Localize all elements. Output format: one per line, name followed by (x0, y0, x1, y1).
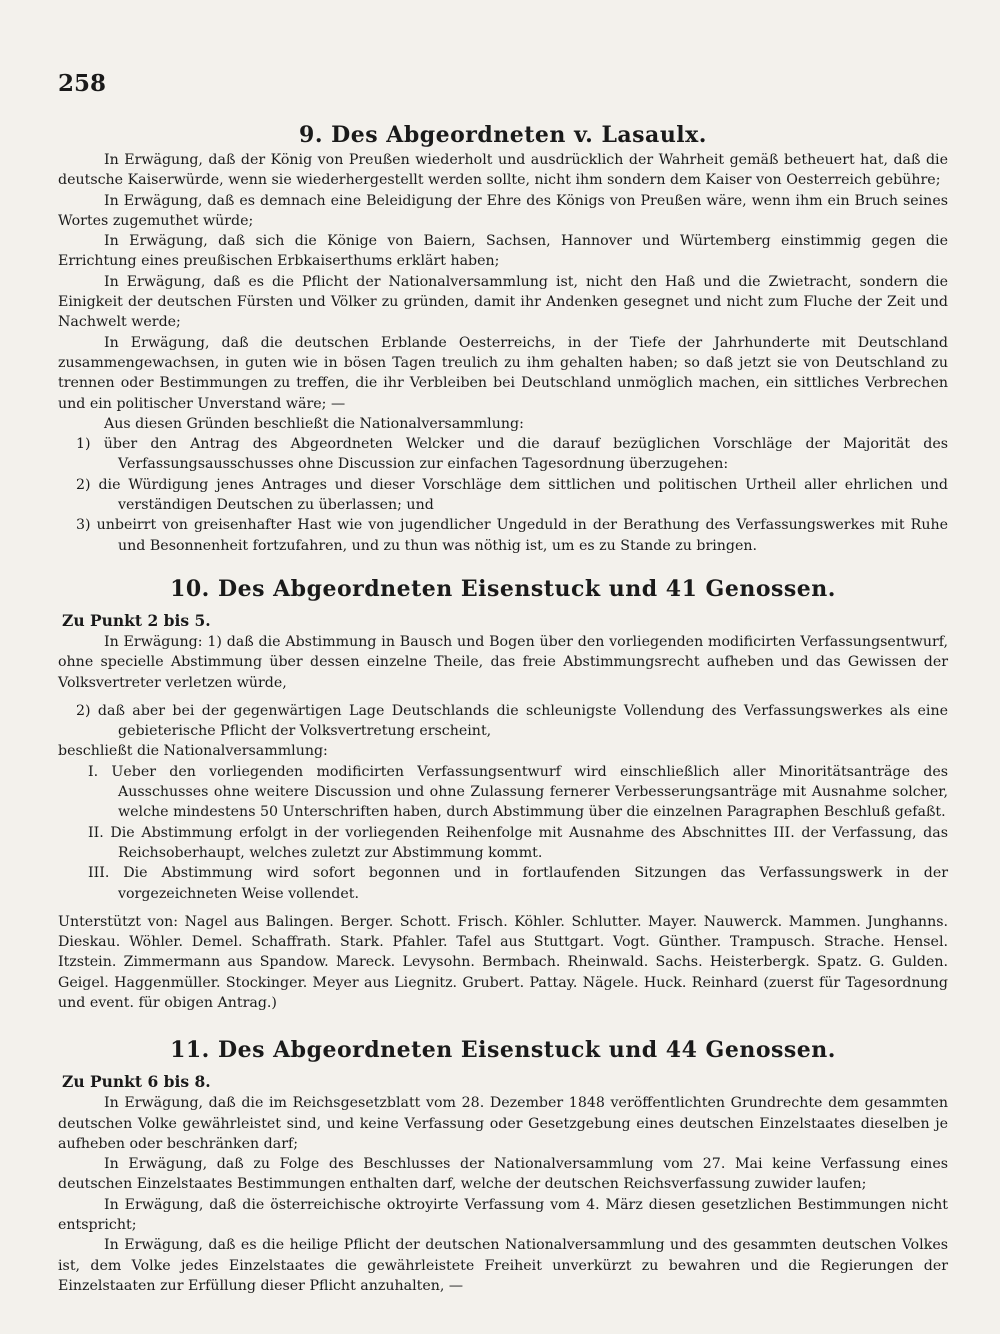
paragraph: beschließt die Nationalversammlung: (58, 743, 328, 760)
paragraph: In Erwägung, daß es die heilige Pflicht der deutschen Nationalversammlung und des gesammten deutschen Volkes ist, dem Volke jedes Einzelstaates die gewährleistete Freiheit unverkürzt zu bewahren und die Regierungen der Einzelstaaten zur Erfüllung dieser Pflicht anzuhalten, — (58, 1237, 948, 1294)
section-11-heading: 11. Des Abgeordneten Eisenstuck und 44 Genossen. (170, 1037, 836, 1064)
paragraph: In Erwägung, daß die deutschen Erblande Oesterreichs, in der Tiefe der Jahrhunderte mit Deutschland zusammengewachsen, in guten wie in bösen Tagen treulich zu ihm gehalten haben; so daß jetzt sie von Deutschland zu trennen oder Bestimmungen zu treffen, die ihr Verbleiben bei Deutschland unmöglich machen, ein sittliches Verbrechen und ein politischer Unverstand wäre; — (58, 334, 948, 412)
section-11-subheading: Zu Punkt 6 bis 8. (62, 1072, 211, 1092)
paragraph: In Erwägung, daß es demnach eine Beleidigung der Ehre des Königs von Preußen wäre, wenn ihm ein Bruch seines Wortes zugemuthet würde; (58, 192, 948, 229)
section-10-subheading: Zu Punkt 2 bis 5. (62, 610, 211, 630)
section-9-heading: 9. Des Abgeordneten v. Lasaulx. (299, 122, 707, 148)
list-item: III. Die Abstimmung wird sofort begonnen und in fortlaufenden Sitzungen das Verfassungswerk in der vorgezeichneten Weise vollendet. (88, 865, 948, 902)
paragraph: In Erwägung, daß es die Pflicht der Nationalversammlung ist, nicht den Haß und die Zwietracht, sondern die Einigkeit der deutschen Fürsten und Völker zu gründen, damit ihr Andenken gesegnet und nicht zum Fluche der Zeit und Nachwelt werde; (58, 273, 948, 331)
list-item: 2) die Würdigung jenes Antrages und dieser Vorschläge dem sittlichen und politischen Urtheil aller ehrlichen und verständigen Deutschen zu überlassen; und (76, 476, 948, 514)
list-item: 1) über den Antrag des Abgeordneten Welcker und die darauf bezüglichen Vorschläge der Majorität des Verfassungsausschusses ohne Discussion zur einfachen Tagesordnung überzugehen: (76, 436, 948, 473)
list-item: I. Ueber den vorliegenden modificirten Verfassungsentwurf wird einschließlich aller Minoritätsanträge des Ausschusses ohne weitere Discussion und ohne Zulassung fernerer Verbesserungsanträge mit Ausnahme solcher, welche mindestens 50 Unterschriften haben, durch Abstimmung über die einzelnen Paragraphen Beschluß gefaßt. (88, 763, 948, 821)
supporters-list: Unterstützt von: Nagel aus Balingen. Berger. Schott. Frisch. Köhler. Schlutter. Mayer. Nauwerck. Mammen. Junghanns. Dieskau. Wöhler. Demel. Schaffrath. Stark. Pfahler. Tafel aus Stuttgart. Vogt. Günther. Trampusch. Strache. Hensel. Itzstein. Zimmermann aus Spandow. Mareck. Levysohn. Bermbach. Rheinwald. Sachs. Heisterbergk. Spatz. G. Gulden. Geigel. Haggenmüller. Stockinger. Meyer aus Liegnitz. Grubert. Pattay. Nägele. Huck. Reinhard (zuerst für Tagesordnung und event. für obigen Antrag.) (58, 913, 948, 1011)
list-item: II. Die Abstimmung erfolgt in der vorliegenden Reihenfolge mit Ausnahme des Abschnittes III. der Verfassung, das Reichsoberhaupt, welches zuletzt zur Abstimmung kommt. (88, 824, 948, 861)
paragraph: In Erwägung, daß die im Reichsgesetzblatt vom 28. Dezember 1848 veröffentlichten Grundrechte dem gesammten deutschen Volke gewährleistet sind, und keine Verfassung oder Gesetzgebung eines deutschen Einzelstaates dieselben je aufheben oder beschränken darf; (58, 1095, 948, 1152)
paragraph: In Erwägung, daß zu Folge des Beschlusses der Nationalversammlung vom 27. Mai keine Verfassung eines deutschen Einzelstaates Bestimmungen enthalten darf, welche der deutschen Reichsverfassung zuwider laufen; (58, 1156, 948, 1193)
page-number: 258 (58, 70, 107, 97)
paragraph: 2) daß aber bei der gegenwärtigen Lage Deutschlands die schleunigste Vollendung des Verfassungswerkes als eine gebieterische Pflicht der Volksvertretung erscheint, (76, 702, 948, 740)
paragraph: Aus diesen Gründen beschließt die Nationalversammlung: (104, 415, 524, 432)
paragraph: In Erwägung: 1) daß die Abstimmung in Bausch und Bogen über den vorliegenden modificirten Verfassungsentwurf, ohne specielle Abstimmung über dessen einzelne Theile, das freie Abstimmungsrecht aufheben und das Gewissen der Volksvertreter verletzen würde, (58, 633, 948, 691)
section-10-heading: 10. Des Abgeordneten Eisenstuck und 41 Genossen. (170, 575, 836, 602)
list-item: 3) unbeirrt von greisenhafter Hast wie von jugendlicher Ungeduld in der Berathung des Verfassungswerkes mit Ruhe und Besonnenheit fortzufahren, und zu thun was nöthig ist, um es zu Stande zu bringen. (76, 517, 948, 554)
paragraph: In Erwägung, daß die österreichische oktroyirte Verfassung vom 4. März diesen gesetzlichen Bestimmungen nicht entspricht; (58, 1196, 948, 1234)
paragraph: In Erwägung, daß sich die Könige von Baiern, Sachsen, Hannover und Würtemberg einstimmig gegen die Errichtung eines preußischen Erbkaiserthums erklärt haben; (58, 233, 948, 270)
paragraph: In Erwägung, daß der König von Preußen wiederholt und ausdrücklich der Wahrheit gemäß betheuert hat, daß die deutsche Kaiserwürde, wenn sie wiederhergestellt werden sollte, nicht ihm sondern dem Kaiser von Oesterreich gebühre; (58, 152, 948, 189)
